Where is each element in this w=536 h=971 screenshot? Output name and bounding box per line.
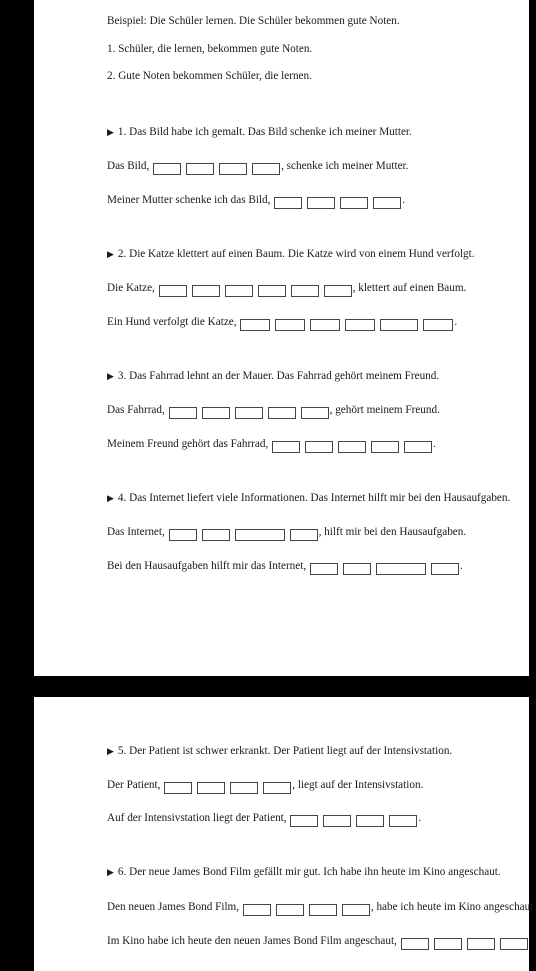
example-line-1: 1. Schüler, die lernen, bekommen gute Noten.: [107, 43, 313, 55]
word-slot[interactable]: [338, 441, 366, 453]
word-slot[interactable]: [309, 904, 337, 916]
exercise-6-answer-a: Den neuen James Bond Film, , habe ich heute im Kino angeschaut.: [107, 901, 536, 916]
play-arrow-icon: ▶: [107, 746, 114, 756]
exercise-2-answer-b: Ein Hund verfolgt die Katze, .: [107, 316, 457, 331]
word-slot[interactable]: [305, 441, 333, 453]
word-slot[interactable]: [275, 319, 305, 331]
word-slot[interactable]: [380, 319, 418, 331]
word-slot[interactable]: [340, 197, 368, 209]
word-slot[interactable]: [345, 319, 375, 331]
worksheet-page-1: [34, 0, 529, 676]
word-slot[interactable]: [431, 563, 459, 575]
word-slot[interactable]: [310, 563, 338, 575]
word-slots: [164, 781, 291, 794]
word-slot[interactable]: [307, 197, 335, 209]
word-slot[interactable]: [323, 815, 351, 827]
word-slot[interactable]: [401, 938, 429, 950]
word-slot[interactable]: [342, 904, 370, 916]
exercise-1-answer-b: Meiner Mutter schenke ich das Bild, .: [107, 194, 405, 209]
word-slot[interactable]: [153, 163, 181, 175]
play-arrow-icon: ▶: [107, 493, 114, 503]
exercise-3-question: ▶ 3. Das Fahrrad lehnt an der Mauer. Das Fahrrad gehört meinem Freund.: [107, 370, 440, 382]
word-slot[interactable]: [373, 197, 401, 209]
word-slot[interactable]: [258, 285, 286, 297]
word-slots: [159, 284, 352, 297]
word-slots: [169, 406, 329, 419]
word-slot[interactable]: [356, 815, 384, 827]
word-slot[interactable]: [500, 938, 528, 950]
example-intro: Beispiel: Die Schüler lernen. Die Schüler bekommen gute Noten.: [107, 15, 400, 27]
exercise-6-question: ▶ 6. Der neue James Bond Film gefällt mir gut. Ich habe ihn heute im Kino angeschaut.: [107, 866, 501, 878]
word-slot[interactable]: [343, 563, 371, 575]
word-slot[interactable]: [376, 563, 426, 575]
word-slot[interactable]: [159, 285, 187, 297]
word-slots: [169, 528, 318, 541]
exercise-4-answer-b: Bei den Hausaufgaben hilft mir das Internet, .: [107, 560, 463, 575]
word-slots: [401, 937, 528, 950]
word-slot[interactable]: [243, 904, 271, 916]
exercise-4-question: ▶ 4. Das Internet liefert viele Informationen. Das Internet hilft mir bei den Hausaufgaben.: [107, 492, 511, 504]
exercise-3-answer-a: Das Fahrrad, , gehört meinem Freund.: [107, 404, 440, 419]
word-slot[interactable]: [290, 815, 318, 827]
worksheet-page-2: [34, 697, 536, 971]
word-slot[interactable]: [235, 407, 263, 419]
word-slot[interactable]: [371, 441, 399, 453]
word-slots: [310, 562, 459, 575]
word-slot[interactable]: [291, 285, 319, 297]
example-line-2: 2. Gute Noten bekommen Schüler, die lernen.: [107, 70, 312, 82]
exercise-1-question: ▶ 1. Das Bild habe ich gemalt. Das Bild schenke ich meiner Mutter.: [107, 126, 412, 138]
word-slot[interactable]: [252, 163, 280, 175]
word-slot[interactable]: [169, 529, 197, 541]
exercise-2-question: ▶ 2. Die Katze klettert auf einen Baum. Die Katze wird von einem Hund verfolgt.: [107, 248, 475, 260]
exercise-3-answer-b: Meinem Freund gehört das Fahrrad, .: [107, 438, 436, 453]
word-slots: [274, 196, 401, 209]
word-slot[interactable]: [230, 782, 258, 794]
exercise-5-question: ▶ 5. Der Patient ist schwer erkrankt. Der Patient liegt auf der Intensivstation.: [107, 745, 453, 757]
word-slot[interactable]: [202, 407, 230, 419]
word-slot[interactable]: [467, 938, 495, 950]
word-slots: [290, 814, 417, 827]
word-slot[interactable]: [268, 407, 296, 419]
word-slot[interactable]: [186, 163, 214, 175]
exercise-4-answer-a: Das Internet, , hilft mir bei den Hausaufgaben.: [107, 526, 466, 541]
word-slot[interactable]: [235, 529, 285, 541]
word-slots: [240, 318, 453, 331]
word-slot[interactable]: [219, 163, 247, 175]
word-slot[interactable]: [240, 319, 270, 331]
word-slot[interactable]: [164, 782, 192, 794]
exercise-2-answer-a: Die Katze, , klettert auf einen Baum.: [107, 282, 466, 297]
word-slot[interactable]: [290, 529, 318, 541]
word-slots: [153, 162, 280, 175]
play-arrow-icon: ▶: [107, 867, 114, 877]
exercise-1-answer-a: Das Bild, , schenke ich meiner Mutter.: [107, 160, 408, 175]
word-slot[interactable]: [404, 441, 432, 453]
word-slot[interactable]: [263, 782, 291, 794]
play-arrow-icon: ▶: [107, 249, 114, 259]
word-slot[interactable]: [434, 938, 462, 950]
word-slot[interactable]: [202, 529, 230, 541]
word-slot[interactable]: [324, 285, 352, 297]
word-slot[interactable]: [423, 319, 453, 331]
word-slot[interactable]: [276, 904, 304, 916]
word-slot[interactable]: [169, 407, 197, 419]
exercise-6-answer-b: Im Kino habe ich heute den neuen James Bond Film angeschaut, .: [107, 935, 531, 950]
word-slot[interactable]: [274, 197, 302, 209]
play-arrow-icon: ▶: [107, 371, 114, 381]
play-arrow-icon: ▶: [107, 127, 114, 137]
word-slot[interactable]: [192, 285, 220, 297]
word-slots: [243, 903, 370, 916]
word-slot[interactable]: [389, 815, 417, 827]
exercise-5-answer-a: Der Patient, , liegt auf der Intensivstation.: [107, 779, 423, 794]
word-slot[interactable]: [225, 285, 253, 297]
word-slots: [272, 440, 432, 453]
exercise-5-answer-b: Auf der Intensivstation liegt der Patient, .: [107, 812, 421, 827]
word-slot[interactable]: [272, 441, 300, 453]
word-slot[interactable]: [301, 407, 329, 419]
word-slot[interactable]: [197, 782, 225, 794]
word-slot[interactable]: [310, 319, 340, 331]
